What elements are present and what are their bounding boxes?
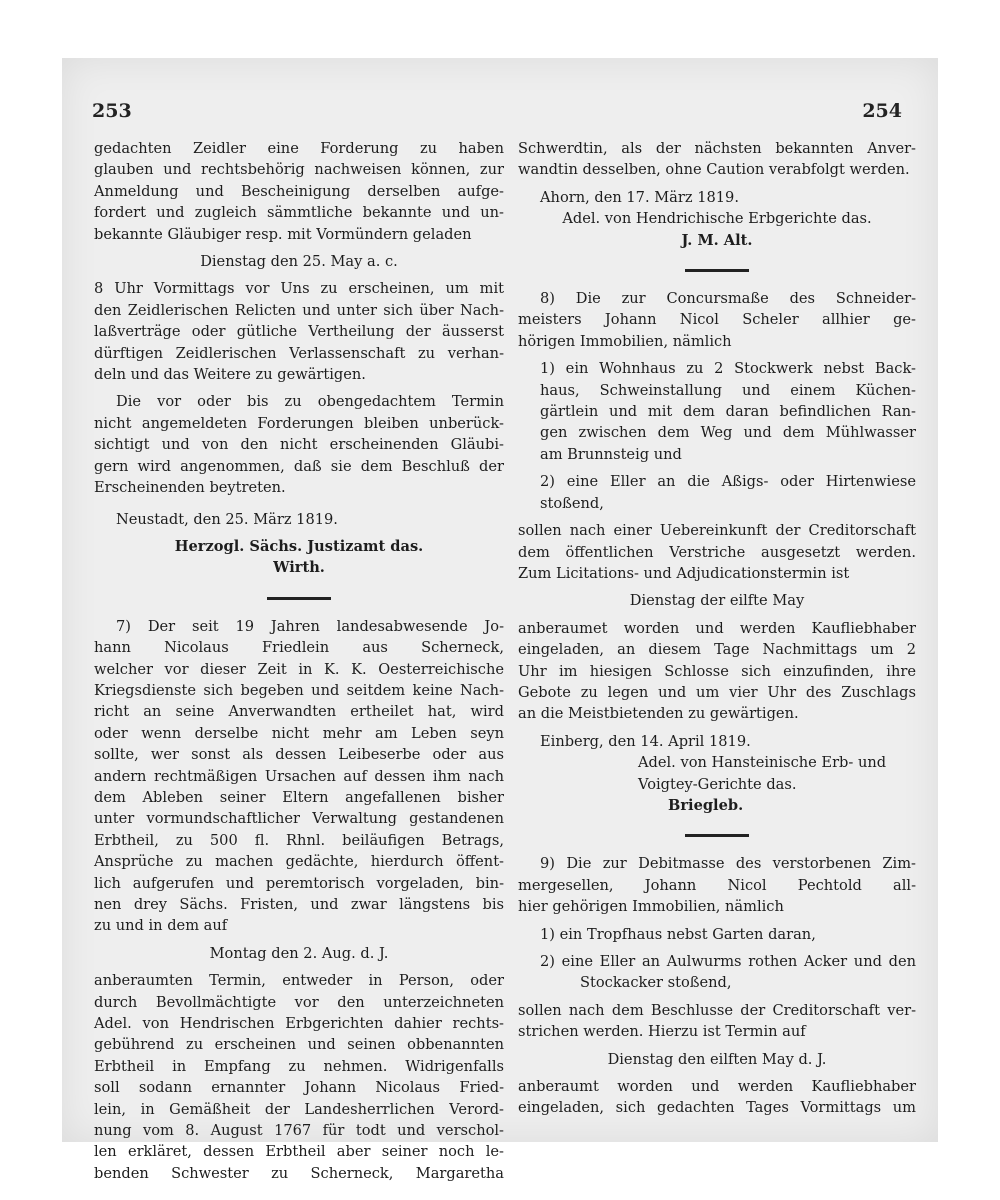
text-line: hann Nicolaus Friedlein aus Scherneck, xyxy=(94,639,504,657)
text-line: sollte, wer sonst als dessen Leibeserbe oder aus xyxy=(94,746,504,764)
authority-signature: Adel. von Hansteinische Erb- und xyxy=(638,754,887,772)
text-line: sollen nach dem Beschlusse der Creditorschaft ver- xyxy=(518,1001,916,1019)
authority-signature: Herzogl. Sächs. Justizamt das. xyxy=(174,537,424,555)
text-line: haus, Schweinstallung und einem Küchen- xyxy=(540,381,916,399)
text-line: glauben und rechtsbehörig nachweisen können, zur xyxy=(94,161,504,179)
text-line: gärtlein und mit dem daran befindlichen Ran- xyxy=(540,403,916,421)
place-date: Einberg, den 14. April 1819. xyxy=(540,732,751,750)
place-date: Neustadt, den 25. März 1819. xyxy=(116,510,338,528)
section-divider xyxy=(685,269,749,272)
left-column xyxy=(94,138,504,1190)
section-divider xyxy=(685,834,749,837)
text-line: deln und das Weitere zu gewärtigen. xyxy=(94,366,366,384)
text-line: anberaumet worden und werden Kaufliebhaber xyxy=(518,619,916,637)
page-number-left: 253 xyxy=(92,100,132,122)
text-line: meisters Johann Nicol Scheler allhier ge- xyxy=(518,311,916,329)
list-item xyxy=(518,951,916,994)
list-item xyxy=(518,924,916,945)
text-line: Erbtheil in Empfang zu nehmen. Widrigenfalls xyxy=(94,1057,504,1075)
date-heading: Dienstag den 25. May a. c. xyxy=(200,253,398,271)
text-line: dem öffentlichen Verstriche ausgesetzt werden. xyxy=(518,543,916,561)
text-line: wandtin desselben, ohne Caution verabfolgt werden. xyxy=(518,161,910,179)
text-line: gen zwischen dem Weg und dem Mühlwasser xyxy=(540,424,916,442)
date-heading: Montag den 2. Aug. d. J. xyxy=(209,944,389,962)
text-line: bekannte Gläubiger resp. mit Vormündern geladen xyxy=(94,225,472,243)
text-line: oder wenn derselbe nicht mehr am Leben seyn xyxy=(94,724,504,742)
notice-8 xyxy=(518,288,916,352)
text-line: Erbtheil, zu 500 fl. Rhnl. beiläufigen Betrags, xyxy=(94,831,504,849)
section-divider xyxy=(267,597,331,600)
text-line: laßverträge oder gütliche Vertheilung der äusserst xyxy=(94,323,504,341)
text-line: Anmeldung und Bescheinigung derselben aufge- xyxy=(94,182,504,200)
text-line: len erkläret, dessen Erbtheil aber seiner noch le- xyxy=(94,1143,504,1161)
text-line: zu und in dem auf xyxy=(94,917,228,935)
scanned-page xyxy=(62,58,938,1182)
text-line: 2) eine Eller an Aulwurms rothen Acker und den xyxy=(540,953,916,970)
paragraph xyxy=(94,391,504,498)
paragraph xyxy=(518,520,916,584)
list-item xyxy=(518,358,916,465)
paragraph xyxy=(518,618,916,725)
text-line: Erscheinenden beytreten. xyxy=(94,479,286,497)
text-line: gedachten Zeidler eine Forderung zu haben xyxy=(94,140,504,157)
text-line: 7) Der seit 19 Jahren landesabwesende Jo- xyxy=(116,617,504,635)
text-line: nen drey Sächs. Fristen, und zwar längstens bis xyxy=(94,896,504,913)
list-item xyxy=(518,471,916,514)
signer-name: Briegleb. xyxy=(668,796,744,814)
text-line: eingeladen, an diesem Tage Nachmittags um 2 xyxy=(518,641,916,659)
text-line: stoßend, xyxy=(540,494,604,512)
text-line: Schwerdtin, als der nächsten bekannten Anver- xyxy=(518,140,916,157)
text-line: Kriegsdienste sich begeben und seitdem keine Nach- xyxy=(94,681,504,699)
text-line: sollen nach einer Uebereinkunft der Creditorschaft xyxy=(518,522,916,540)
text-line: 2) eine Eller an die Aßigs- oder Hirtenwiese xyxy=(540,473,916,491)
text-line: 9) Die zur Debitmasse des verstorbenen Zim- xyxy=(540,855,916,873)
text-line: Die vor oder bis zu obengedachtem Termin xyxy=(116,393,504,411)
date-heading: Dienstag der eilfte May xyxy=(629,592,805,610)
authority-signature: Adel. von Hendrichische Erbgerichte das. xyxy=(562,210,872,228)
text-line: fordert und zugleich sämmtliche bekannte und un- xyxy=(94,204,504,222)
text-line: mergesellen, Johann Nicol Pechtold all- xyxy=(518,876,916,894)
text-line: 8 Uhr Vormittags vor Uns zu erscheinen, um mit xyxy=(94,280,504,298)
text-line: lein, in Gemäßheit der Landesherrlichen Verord- xyxy=(94,1100,504,1118)
intro-paragraph xyxy=(94,138,504,245)
notice-9 xyxy=(518,853,916,917)
text-line: Uhr im hiesigen Schlosse sich einzufinden, ihre xyxy=(518,662,916,680)
text-line: richt an seine Anverwandten ertheilet hat, wird xyxy=(94,703,504,721)
text-line: nicht angemeldeten Forderungen bleiben unberück- xyxy=(94,414,504,432)
text-line: eingeladen, sich gedachten Tages Vormittags um xyxy=(518,1099,916,1117)
text-line: 1) ein Wohnhaus zu 2 Stockwerk nebst Back- xyxy=(540,360,916,378)
text-line: nung vom 8. August 1767 für todt und verschol- xyxy=(94,1122,504,1140)
paragraph xyxy=(94,278,504,385)
paragraph xyxy=(518,138,916,181)
text-line: dem Ableben seiner Eltern angefallenen bisher xyxy=(94,788,504,806)
paragraph xyxy=(518,1076,916,1119)
text-line: anberaumt worden und werden Kaufliebhaber xyxy=(518,1078,916,1096)
text-line: welcher vor dieser Zeit in K. K. Oesterreichische xyxy=(94,660,504,678)
notice-7 xyxy=(94,616,504,937)
right-column xyxy=(518,138,916,1125)
text-line: an die Meistbietenden zu gewärtigen. xyxy=(518,705,799,723)
text-line: benden Schwester zu Scherneck, Margaretha xyxy=(94,1164,504,1182)
signer-name: Wirth. xyxy=(273,559,325,577)
text-line: lich aufgerufen und peremtorisch vorgeladen, bin- xyxy=(94,874,504,892)
date-heading: Dienstag den eilften May d. J. xyxy=(607,1050,827,1068)
text-line: sichtigt und von den nicht erscheinenden Gläubi- xyxy=(94,436,504,454)
text-line: Gebote zu legen und um vier Uhr des Zuschlags xyxy=(518,683,916,701)
text-line: anberaumten Termin, entweder in Person, oder xyxy=(94,972,504,990)
text-line: den Zeidlerischen Relicten und unter sich über Nach- xyxy=(94,301,504,319)
text-line: Stockacker stoßend, xyxy=(580,974,732,992)
paragraph xyxy=(94,970,504,1184)
text-line: durch Bevollmächtigte vor den unterzeichneten xyxy=(94,993,504,1011)
text-line: Zum Licitations- und Adjudicationstermin ist xyxy=(518,564,850,582)
text-line: andern rechtmäßigen Ursachen auf dessen ihm nach xyxy=(94,767,504,785)
text-line: am Brunnsteig und xyxy=(540,445,682,463)
paragraph xyxy=(518,1000,916,1043)
text-line: Ansprüche zu machen gedächte, hierdurch öffent- xyxy=(94,853,504,871)
text-line: 8) Die zur Concursmaße des Schneider- xyxy=(540,290,916,308)
text-line: 1) ein Tropfhaus nebst Garten daran, xyxy=(540,925,816,943)
place-date: Ahorn, den 17. März 1819. xyxy=(540,188,739,206)
text-line: unter vormundschaftlicher Verwaltung gestandenen xyxy=(94,810,504,828)
text-line: Adel. von Hendrischen Erbgerichten dahier rechts- xyxy=(94,1015,504,1033)
signer-name: J. M. Alt. xyxy=(681,231,753,249)
text-line: hier gehörigen Immobilien, nämlich xyxy=(518,898,784,916)
page-number-right: 254 xyxy=(862,100,902,122)
authority-signature: Voigtey-Gerichte das. xyxy=(638,775,797,793)
text-line: strichen werden. Hierzu ist Termin auf xyxy=(518,1023,806,1041)
text-line: hörigen Immobilien, nämlich xyxy=(518,332,732,350)
text-line: gebührend zu erscheinen und seinen obbenannten xyxy=(94,1036,504,1054)
text-line: gern wird angenommen, daß sie dem Beschluß der xyxy=(94,457,504,475)
text-line: soll sodann ernannter Johann Nicolaus Fried- xyxy=(94,1079,504,1097)
text-line: dürftigen Zeidlerischen Verlassenschaft zu verhan- xyxy=(94,344,504,362)
